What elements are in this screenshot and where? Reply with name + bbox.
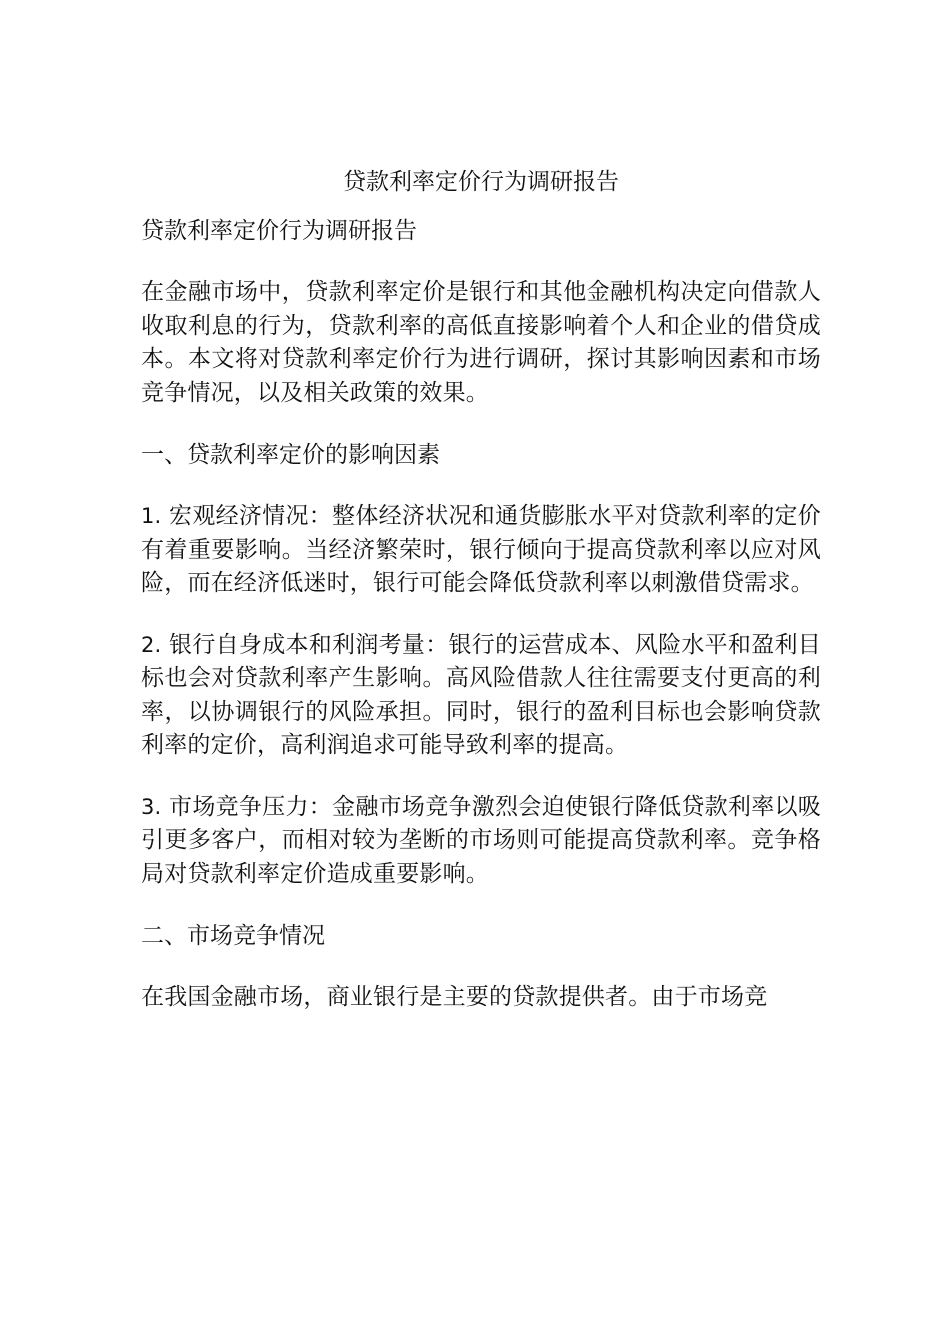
factor-item-2-text: 银行自身成本和利润考量：银行的运营成本、风险水平和盈利目标也会对贷款利率产生影响。高风险借款人往往需要支付更高的利率，以协调银行的风险承担。同时，银行的盈利目标也会影响贷款利率的定价，高利润追求可能导致利率的提高。 [141,631,821,758]
factor-item-1-text: 宏观经济情况：整体经济状况和通货膨胀水平对贷款利率的定价有着重要影响。当经济繁荣时，银行倾向于提高贷款利率以应对风险，而在经济低迷时，银行可能会降低贷款利率以刺激借贷需求。 [141,503,821,596]
intro-paragraph: 在金融市场中，贷款利率定价是银行和其他金融机构决定向借款人收取利息的行为，贷款利率的高低直接影响着个人和企业的借贷成本。本文将对贷款利率定价行为进行调研，探讨其影响因素和市场竞争情况，以及相关政策的效果。 [141,279,821,406]
document-title: 贷款利率定价行为调研报告 [343,169,619,195]
document-body [141,165,821,1015]
section-2-paragraph: 在我国金融市场，商业银行是主要的贷款提供者。由于市场竞 [141,984,768,1010]
factor-item-2-number: 2. [141,632,162,657]
factor-item-3-text: 市场竞争压力：金融市场竞争激烈会迫使银行降低贷款利率以吸引更多客户，而相对较为垄断的市场则可能提高贷款利率。竞争格局对贷款利率定价造成重要影响。 [141,793,821,887]
section-1-heading: 一、贷款利率定价的影响因素 [141,442,440,468]
factor-item-3-number: 3. [141,794,162,819]
factor-item-1 [141,500,821,601]
factor-item-3 [141,791,821,892]
factor-item-2 [141,629,821,763]
document-subtitle: 贷款利率定价行为调研报告 [141,218,417,244]
section-2-heading: 二、市场竞争情况 [141,923,325,949]
factor-item-1-number: 1. [141,504,162,528]
